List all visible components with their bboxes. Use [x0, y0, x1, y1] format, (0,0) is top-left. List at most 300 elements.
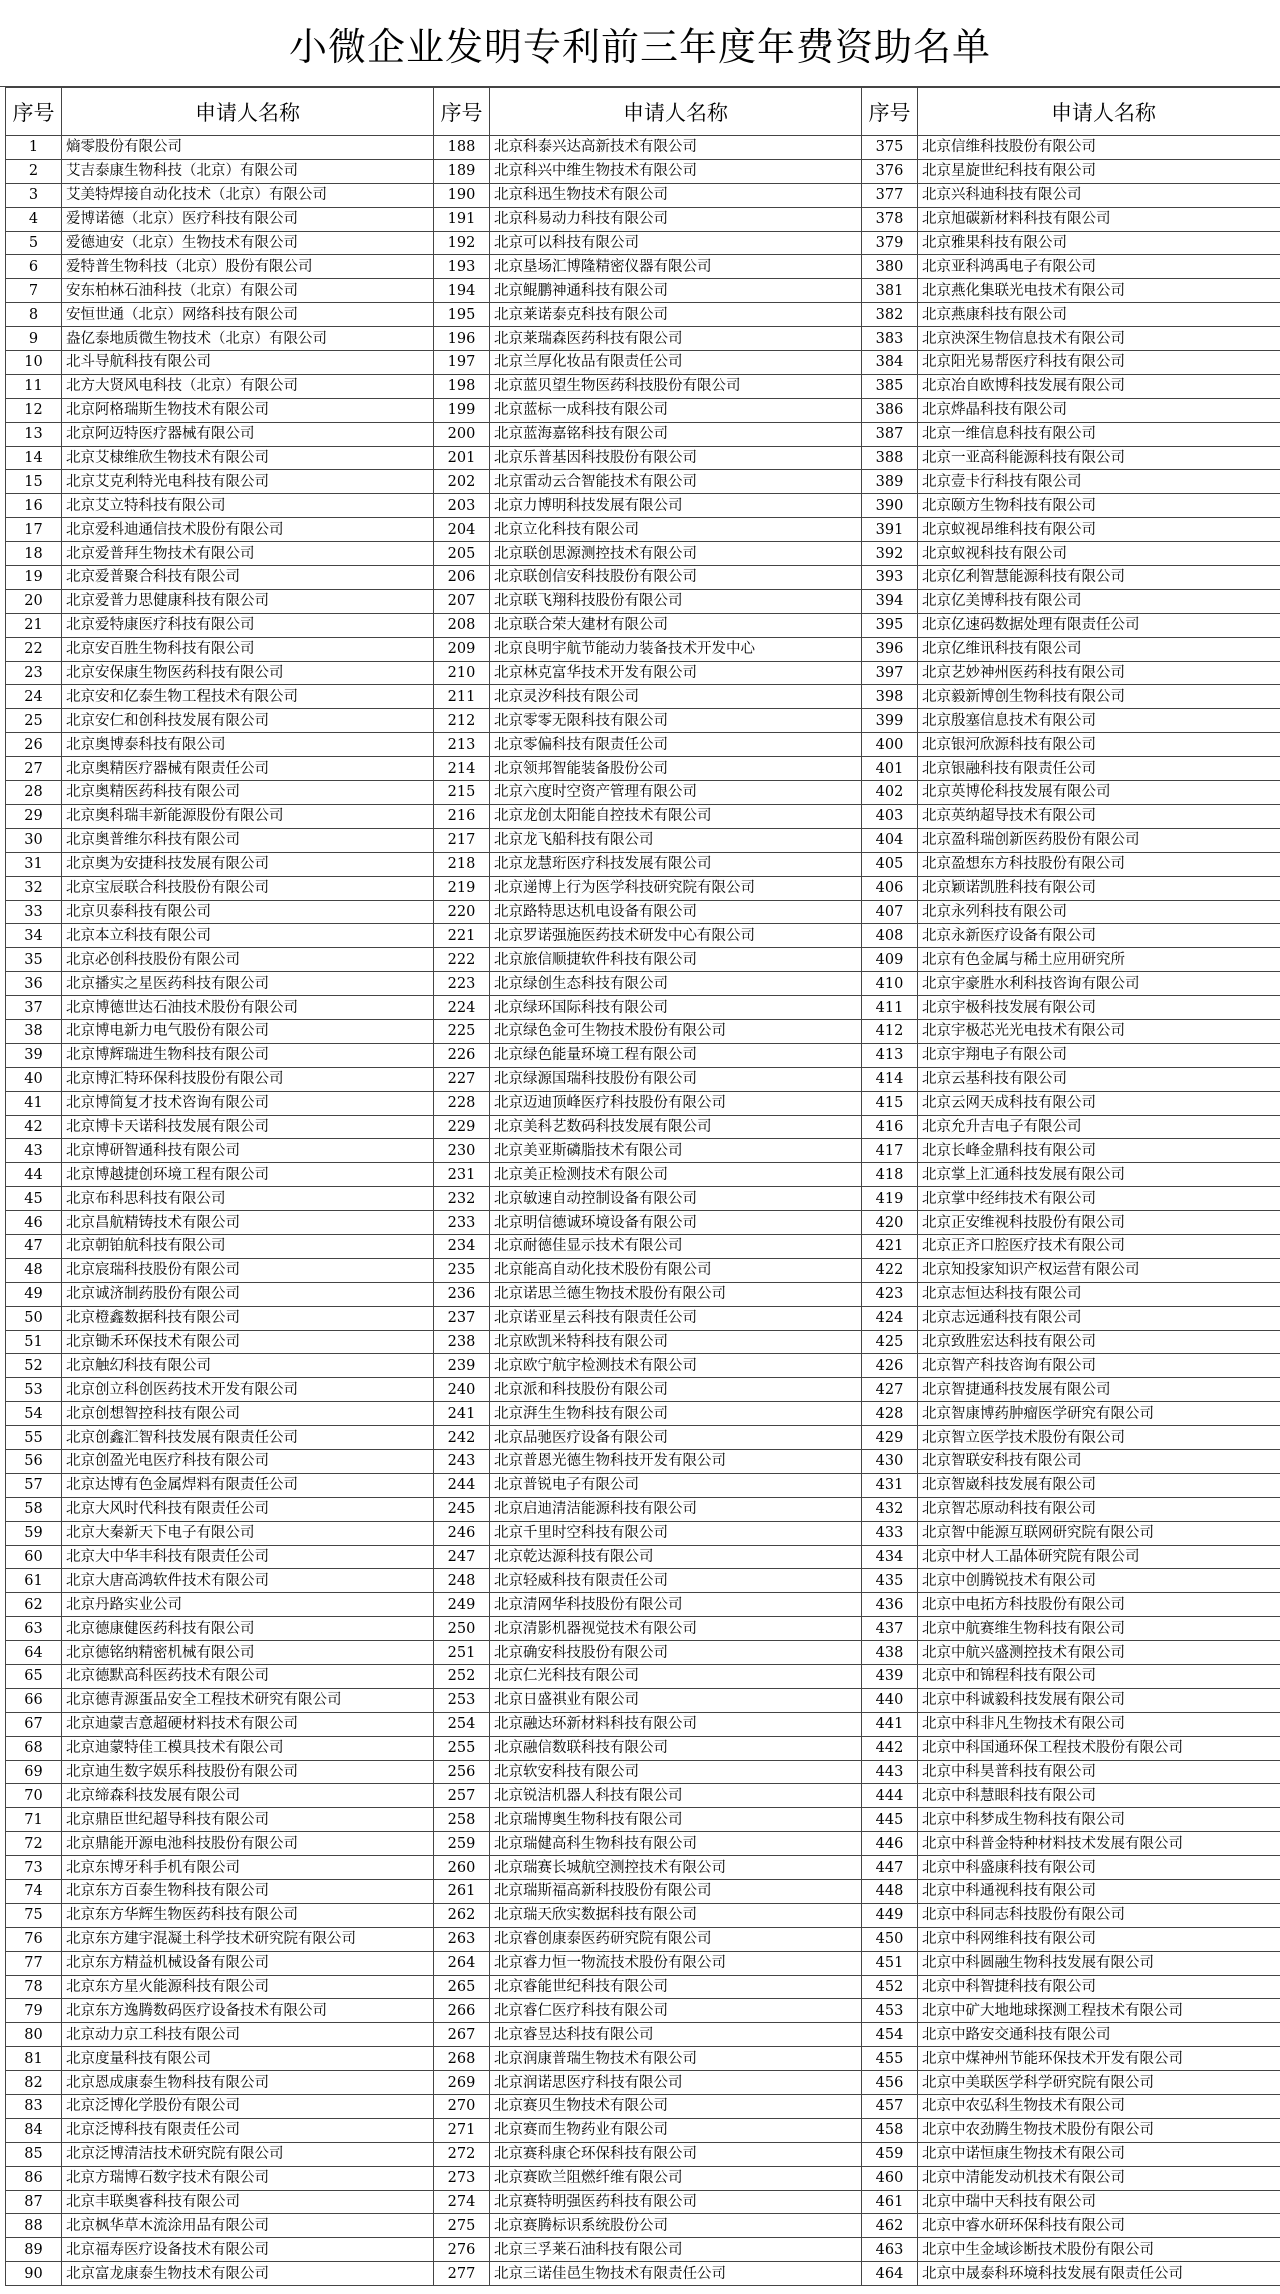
row-number: 267	[434, 2023, 490, 2047]
applicant-name: 北京中科盛康科技有限公司	[918, 1856, 1280, 1880]
row-number: 29	[6, 804, 62, 828]
applicant-name: 北京瑞健高科生物科技有限公司	[490, 1832, 862, 1856]
applicant-name: 北京零零无限科技有限公司	[490, 709, 862, 733]
table-row	[6, 351, 1280, 375]
row-number: 82	[6, 2071, 62, 2095]
row-number: 26	[6, 733, 62, 757]
table-row	[6, 1426, 1280, 1450]
row-number: 190	[434, 183, 490, 207]
row-number: 462	[862, 2214, 918, 2238]
applicant-name: 北京六度时空资产管理有限公司	[490, 781, 862, 805]
table-row	[6, 1378, 1280, 1402]
applicant-name: 北京允升吉电子有限公司	[918, 1115, 1280, 1139]
row-number: 25	[6, 709, 62, 733]
applicant-name: 北京东方星火能源科技有限公司	[62, 1975, 434, 1999]
row-number: 57	[6, 1473, 62, 1497]
applicant-name: 北京兰厚化妆品有限责任公司	[490, 351, 862, 375]
row-number: 254	[434, 1712, 490, 1736]
row-number: 2	[6, 159, 62, 183]
row-number: 10	[6, 351, 62, 375]
applicant-name: 北京中路安交通科技有限公司	[918, 2023, 1280, 2047]
row-number: 444	[862, 1784, 918, 1808]
applicant-name: 北京朝铂航科技有限公司	[62, 1234, 434, 1258]
row-number: 464	[862, 2262, 918, 2286]
applicant-name: 北京大中华丰科技有限责任公司	[62, 1545, 434, 1569]
applicant-name: 北京智崴科技发展有限公司	[918, 1473, 1280, 1497]
row-number: 188	[434, 136, 490, 160]
applicant-name: 北京本立科技有限公司	[62, 924, 434, 948]
applicant-name: 北京仁光科技有限公司	[490, 1665, 862, 1689]
applicant-name: 北京绿创生态科技有限公司	[490, 972, 862, 996]
table-row	[6, 685, 1280, 709]
applicant-table	[5, 87, 1280, 2286]
applicant-name: 北京确安科技股份有限公司	[490, 1641, 862, 1665]
row-number: 215	[434, 781, 490, 805]
row-number: 276	[434, 2238, 490, 2262]
row-number: 43	[6, 1139, 62, 1163]
table-row	[6, 1975, 1280, 1999]
row-number: 73	[6, 1856, 62, 1880]
applicant-name: 北京度量科技有限公司	[62, 2047, 434, 2071]
applicant-name: 北京欧凯米特科技有限公司	[490, 1330, 862, 1354]
row-number: 77	[6, 1951, 62, 1975]
applicant-name: 北京爱特康医疗科技有限公司	[62, 613, 434, 637]
applicant-name: 北京东方逸腾数码医疗设备技术有限公司	[62, 1999, 434, 2023]
applicant-name: 北京福寿医疗设备技术有限公司	[62, 2238, 434, 2262]
applicant-name: 北京中瑞中天科技有限公司	[918, 2190, 1280, 2214]
row-number: 84	[6, 2118, 62, 2142]
applicant-name: 北京奥博泰科技有限公司	[62, 733, 434, 757]
applicant-name: 北京橙鑫数据科技有限公司	[62, 1306, 434, 1330]
row-number: 44	[6, 1163, 62, 1187]
row-number: 1	[6, 136, 62, 160]
row-number: 274	[434, 2190, 490, 2214]
row-number: 394	[862, 589, 918, 613]
row-number: 249	[434, 1593, 490, 1617]
applicant-name: 北京殷塞信息技术有限公司	[918, 709, 1280, 733]
applicant-name: 北京诚济制药股份有限公司	[62, 1282, 434, 1306]
applicant-name: 北京奥为安捷科技发展有限公司	[62, 852, 434, 876]
table-row	[6, 876, 1280, 900]
row-number: 386	[862, 398, 918, 422]
row-number: 460	[862, 2166, 918, 2190]
applicant-name: 北京智立医学技术股份有限公司	[918, 1426, 1280, 1450]
applicant-name: 北京融达环新材料科技有限公司	[490, 1712, 862, 1736]
table-row	[6, 1258, 1280, 1282]
row-number: 203	[434, 494, 490, 518]
row-number: 211	[434, 685, 490, 709]
row-number: 459	[862, 2142, 918, 2166]
row-number: 79	[6, 1999, 62, 2023]
row-number: 382	[862, 303, 918, 327]
row-number: 218	[434, 852, 490, 876]
applicant-name: 北京中科网维科技有限公司	[918, 1927, 1280, 1951]
row-number: 431	[862, 1473, 918, 1497]
applicant-name: 北京爱普力思健康科技有限公司	[62, 589, 434, 613]
applicant-name: 北京博汇特环保科技股份有限公司	[62, 1067, 434, 1091]
applicant-name: 北京丹路实业公司	[62, 1593, 434, 1617]
table-row	[6, 1473, 1280, 1497]
applicant-name: 北京中科梦成生物科技有限公司	[918, 1808, 1280, 1832]
applicant-name: 北京科泰兴达高新技术有限公司	[490, 136, 862, 160]
applicant-name: 北京爱科迪通信技术股份有限公司	[62, 518, 434, 542]
applicant-name: 北京德铭纳精密机械有限公司	[62, 1641, 434, 1665]
table-row	[6, 1880, 1280, 1904]
row-number: 225	[434, 1019, 490, 1043]
row-number: 196	[434, 327, 490, 351]
applicant-name: 北京阳光易帮医疗科技有限公司	[918, 351, 1280, 375]
row-number: 450	[862, 1927, 918, 1951]
table-row	[6, 1545, 1280, 1569]
applicant-name: 北京日盛祺业有限公司	[490, 1688, 862, 1712]
row-number: 13	[6, 422, 62, 446]
row-number: 395	[862, 613, 918, 637]
applicant-name: 北京泛博清洁技术研究院有限公司	[62, 2142, 434, 2166]
applicant-name: 北京德默高科医药技术有限公司	[62, 1665, 434, 1689]
applicant-name: 北京蚁视昂维科技有限公司	[918, 518, 1280, 542]
row-number: 463	[862, 2238, 918, 2262]
table-row	[6, 637, 1280, 661]
applicant-name: 北京绿色金可生物技术股份有限公司	[490, 1019, 862, 1043]
header-row	[6, 88, 1280, 136]
row-number: 391	[862, 518, 918, 542]
row-number: 217	[434, 828, 490, 852]
applicant-name: 北京阿格瑞斯生物技术有限公司	[62, 398, 434, 422]
applicant-name: 北京千里时空科技有限公司	[490, 1521, 862, 1545]
applicant-name: 北京宸瑞科技股份有限公司	[62, 1258, 434, 1282]
row-number: 404	[862, 828, 918, 852]
row-number: 12	[6, 398, 62, 422]
applicant-name: 北京品驰医疗设备有限公司	[490, 1426, 862, 1450]
applicant-name: 北京可以科技有限公司	[490, 231, 862, 255]
applicant-name: 北京布科思科技有限公司	[62, 1187, 434, 1211]
row-number: 87	[6, 2190, 62, 2214]
applicant-name: 北京良明宇航节能动力装备技术开发中心	[490, 637, 862, 661]
applicant-name: 北京亿速码数据处理有限责任公司	[918, 613, 1280, 637]
row-number: 255	[434, 1736, 490, 1760]
row-number: 268	[434, 2047, 490, 2071]
header-name: 申请人名称	[490, 88, 862, 136]
applicant-name: 北京启迪清洁能源科技有限公司	[490, 1497, 862, 1521]
table-row	[6, 1043, 1280, 1067]
applicant-name: 北京爱普聚合科技有限公司	[62, 566, 434, 590]
table-row	[6, 1617, 1280, 1641]
row-number: 421	[862, 1234, 918, 1258]
applicant-name: 北京诺思兰德生物技术股份有限公司	[490, 1282, 862, 1306]
applicant-name: 北京中睿水研环保科技有限公司	[918, 2214, 1280, 2238]
table-row	[6, 327, 1280, 351]
applicant-name: 北京枫华草木流涂用品有限公司	[62, 2214, 434, 2238]
row-number: 434	[862, 1545, 918, 1569]
applicant-name: 北京融信数联科技有限公司	[490, 1736, 862, 1760]
row-number: 387	[862, 422, 918, 446]
table-row	[6, 422, 1280, 446]
table-row	[6, 1449, 1280, 1473]
row-number: 220	[434, 900, 490, 924]
row-number: 447	[862, 1856, 918, 1880]
applicant-name: 北京智康博药肿瘤医学研究有限公司	[918, 1402, 1280, 1426]
applicant-name: 北京动力京工科技有限公司	[62, 2023, 434, 2047]
row-number: 271	[434, 2118, 490, 2142]
table-row	[6, 2071, 1280, 2095]
table-row	[6, 1736, 1280, 1760]
row-number: 88	[6, 2214, 62, 2238]
applicant-name: 北京燕化集联光电技术有限公司	[918, 279, 1280, 303]
applicant-name: 北京燕康科技有限公司	[918, 303, 1280, 327]
row-number: 6	[6, 255, 62, 279]
row-number: 42	[6, 1115, 62, 1139]
row-number: 439	[862, 1665, 918, 1689]
row-number: 442	[862, 1736, 918, 1760]
table-row	[6, 279, 1280, 303]
applicant-name: 盎亿泰地质微生物技术（北京）有限公司	[62, 327, 434, 351]
applicant-name: 北京有色金属与稀土应用研究所	[918, 948, 1280, 972]
row-number: 403	[862, 804, 918, 828]
table-row	[6, 828, 1280, 852]
row-number: 412	[862, 1019, 918, 1043]
row-number: 22	[6, 637, 62, 661]
table-row	[6, 1784, 1280, 1808]
applicant-name: 北京中诺恒康生物技术有限公司	[918, 2142, 1280, 2166]
applicant-name: 北京奥普维尔科技有限公司	[62, 828, 434, 852]
row-number: 270	[434, 2095, 490, 2119]
table-row	[6, 1234, 1280, 1258]
applicant-name: 北京安仁和创科技发展有限公司	[62, 709, 434, 733]
applicant-name: 北京立化科技有限公司	[490, 518, 862, 542]
applicant-name: 北京瑞天欣实数据科技有限公司	[490, 1903, 862, 1927]
row-number: 269	[434, 2071, 490, 2095]
applicant-name: 北京颖诺凯胜科技有限公司	[918, 876, 1280, 900]
row-number: 433	[862, 1521, 918, 1545]
applicant-name: 北京瑞斯福高新科技股份有限公司	[490, 1880, 862, 1904]
applicant-name: 北京赛贝生物技术有限公司	[490, 2095, 862, 2119]
row-number: 33	[6, 900, 62, 924]
applicant-name: 北京艾棣维欣生物技术有限公司	[62, 446, 434, 470]
applicant-name: 北京盈科瑞创新医药股份有限公司	[918, 828, 1280, 852]
row-number: 35	[6, 948, 62, 972]
row-number: 461	[862, 2190, 918, 2214]
applicant-name: 北京睿创康泰医药研究院有限公司	[490, 1927, 862, 1951]
table-row	[6, 733, 1280, 757]
row-number: 214	[434, 757, 490, 781]
applicant-name: 北京播实之星医药科技有限公司	[62, 972, 434, 996]
table-row	[6, 398, 1280, 422]
row-number: 30	[6, 828, 62, 852]
applicant-name: 北京大唐高鸿软件技术有限公司	[62, 1569, 434, 1593]
applicant-name: 北京林克富华技术开发有限公司	[490, 661, 862, 685]
row-number: 416	[862, 1115, 918, 1139]
applicant-name: 北斗导航科技有限公司	[62, 351, 434, 375]
row-number: 32	[6, 876, 62, 900]
table-row	[6, 1187, 1280, 1211]
row-number: 52	[6, 1354, 62, 1378]
row-number: 253	[434, 1688, 490, 1712]
applicant-name: 北京罗诺强施医药技术研发中心有限公司	[490, 924, 862, 948]
applicant-name: 爱德迪安（北京）生物技术有限公司	[62, 231, 434, 255]
row-number: 204	[434, 518, 490, 542]
row-number: 420	[862, 1211, 918, 1235]
row-number: 17	[6, 518, 62, 542]
applicant-name: 北京大风时代科技有限责任公司	[62, 1497, 434, 1521]
row-number: 18	[6, 542, 62, 566]
table-row	[6, 303, 1280, 327]
row-number: 409	[862, 948, 918, 972]
table-row	[6, 1999, 1280, 2023]
row-number: 266	[434, 1999, 490, 2023]
applicant-name: 北京零偏科技有限责任公司	[490, 733, 862, 757]
row-number: 191	[434, 207, 490, 231]
applicant-name: 北京正安维视科技股份有限公司	[918, 1211, 1280, 1235]
row-number: 216	[434, 804, 490, 828]
table-row	[6, 2095, 1280, 2119]
row-number: 62	[6, 1593, 62, 1617]
row-number: 9	[6, 327, 62, 351]
row-number: 48	[6, 1258, 62, 1282]
applicant-name: 北京旅信顺捷软件科技有限公司	[490, 948, 862, 972]
row-number: 39	[6, 1043, 62, 1067]
row-number: 422	[862, 1258, 918, 1282]
row-number: 273	[434, 2166, 490, 2190]
table-body	[6, 136, 1280, 2286]
applicant-name: 艾吉泰康生物科技（北京）有限公司	[62, 159, 434, 183]
applicant-name: 北京中材人工晶体研究院有限公司	[918, 1545, 1280, 1569]
applicant-name: 北京睿昱达科技有限公司	[490, 2023, 862, 2047]
applicant-name: 北京中科非凡生物技术有限公司	[918, 1712, 1280, 1736]
row-number: 27	[6, 757, 62, 781]
table-row	[6, 804, 1280, 828]
applicant-name: 北京锐洁机器人科技有限公司	[490, 1784, 862, 1808]
applicant-name: 北京艾立特科技有限公司	[62, 494, 434, 518]
applicant-name: 北京中科同志科技股份有限公司	[918, 1903, 1280, 1927]
row-number: 414	[862, 1067, 918, 1091]
row-number: 195	[434, 303, 490, 327]
applicant-name: 北京中科诚毅科技发展有限公司	[918, 1688, 1280, 1712]
table-row	[6, 494, 1280, 518]
applicant-name: 北京泛博化学股份有限公司	[62, 2095, 434, 2119]
row-number: 427	[862, 1378, 918, 1402]
applicant-name: 北京德康健医药科技有限公司	[62, 1617, 434, 1641]
applicant-name: 北京毅新博创生物科技有限公司	[918, 685, 1280, 709]
applicant-name: 北京睿能世纪科技有限公司	[490, 1975, 862, 1999]
row-number: 265	[434, 1975, 490, 1999]
row-number: 377	[862, 183, 918, 207]
row-number: 239	[434, 1354, 490, 1378]
applicant-name: 安东柏林石油科技（北京）有限公司	[62, 279, 434, 303]
applicant-name: 北京宇极芯光光电技术有限公司	[918, 1019, 1280, 1043]
applicant-name: 北京龙创太阳能自控技术有限公司	[490, 804, 862, 828]
table-row	[6, 2166, 1280, 2190]
row-number: 206	[434, 566, 490, 590]
row-number: 24	[6, 685, 62, 709]
row-number: 398	[862, 685, 918, 709]
applicant-name: 北京创想智控科技有限公司	[62, 1402, 434, 1426]
applicant-name: 北京中科通视科技有限公司	[918, 1880, 1280, 1904]
row-number: 240	[434, 1378, 490, 1402]
row-number: 45	[6, 1187, 62, 1211]
row-number: 237	[434, 1306, 490, 1330]
row-number: 448	[862, 1880, 918, 1904]
applicant-name: 北京莱诺泰克科技有限公司	[490, 303, 862, 327]
applicant-name: 北京中科智捷科技有限公司	[918, 1975, 1280, 1999]
applicant-name: 北京中科慧眼科技有限公司	[918, 1784, 1280, 1808]
applicant-name: 北京触幻科技有限公司	[62, 1354, 434, 1378]
row-number: 213	[434, 733, 490, 757]
applicant-name: 北京永新医疗设备有限公司	[918, 924, 1280, 948]
applicant-name: 北京蚁视科技有限公司	[918, 542, 1280, 566]
row-number: 11	[6, 374, 62, 398]
applicant-name: 北京致胜宏达科技有限公司	[918, 1330, 1280, 1354]
row-number: 70	[6, 1784, 62, 1808]
applicant-name: 北京艾克利特光电科技有限公司	[62, 470, 434, 494]
applicant-name: 北京安和亿泰生物工程技术有限公司	[62, 685, 434, 709]
table-row	[6, 996, 1280, 1020]
applicant-name: 北京爱普拜生物技术有限公司	[62, 542, 434, 566]
applicant-name: 北京壹卡行科技有限公司	[918, 470, 1280, 494]
applicant-name: 北京德青源蛋品安全工程技术研究有限公司	[62, 1688, 434, 1712]
applicant-name: 北京瑞博奥生物科技有限公司	[490, 1808, 862, 1832]
table-row	[6, 924, 1280, 948]
row-number: 49	[6, 1282, 62, 1306]
row-number: 238	[434, 1330, 490, 1354]
row-number: 234	[434, 1234, 490, 1258]
row-number: 80	[6, 2023, 62, 2047]
row-number: 7	[6, 279, 62, 303]
applicant-name: 爱特普生物科技（北京）股份有限公司	[62, 255, 434, 279]
applicant-name: 北京锄禾环保技术有限公司	[62, 1330, 434, 1354]
row-number: 258	[434, 1808, 490, 1832]
applicant-name: 北京湃生生物科技有限公司	[490, 1402, 862, 1426]
row-number: 34	[6, 924, 62, 948]
row-number: 260	[434, 1856, 490, 1880]
row-number: 256	[434, 1760, 490, 1784]
row-number: 194	[434, 279, 490, 303]
table-row	[6, 231, 1280, 255]
applicant-name: 北京瑞赛长城航空测控技术有限公司	[490, 1856, 862, 1880]
header-name: 申请人名称	[62, 88, 434, 136]
applicant-name: 北京美科艺数码科技发展有限公司	[490, 1115, 862, 1139]
row-number: 16	[6, 494, 62, 518]
applicant-name: 北京一维信息科技有限公司	[918, 422, 1280, 446]
row-number: 28	[6, 781, 62, 805]
row-number: 401	[862, 757, 918, 781]
applicant-name: 北京能高自动化技术股份有限公司	[490, 1258, 862, 1282]
table-row	[6, 2238, 1280, 2262]
header-no: 序号	[434, 88, 490, 136]
row-number: 59	[6, 1521, 62, 1545]
row-number: 432	[862, 1497, 918, 1521]
applicant-name: 北京力博明科技发展有限公司	[490, 494, 862, 518]
applicant-name: 北京知投家知识产权运营有限公司	[918, 1258, 1280, 1282]
applicant-name: 北京清网华科技股份有限公司	[490, 1593, 862, 1617]
applicant-name: 北京盈想东方科技股份有限公司	[918, 852, 1280, 876]
table-row	[6, 1330, 1280, 1354]
table-row	[6, 1306, 1280, 1330]
applicant-name: 北京创鑫汇智科技发展有限责任公司	[62, 1426, 434, 1450]
row-number: 67	[6, 1712, 62, 1736]
applicant-name: 北京东博牙科手机有限公司	[62, 1856, 434, 1880]
table-row	[6, 613, 1280, 637]
table-row	[6, 2142, 1280, 2166]
row-number: 223	[434, 972, 490, 996]
header-no: 序号	[6, 88, 62, 136]
applicant-name: 北京缔森科技发展有限公司	[62, 1784, 434, 1808]
applicant-name: 北京博电新力电气股份有限公司	[62, 1019, 434, 1043]
header-name: 申请人名称	[918, 88, 1280, 136]
row-number: 207	[434, 589, 490, 613]
applicant-name: 北京明信德诚环境设备有限公司	[490, 1211, 862, 1235]
table-row	[6, 566, 1280, 590]
row-number: 69	[6, 1760, 62, 1784]
